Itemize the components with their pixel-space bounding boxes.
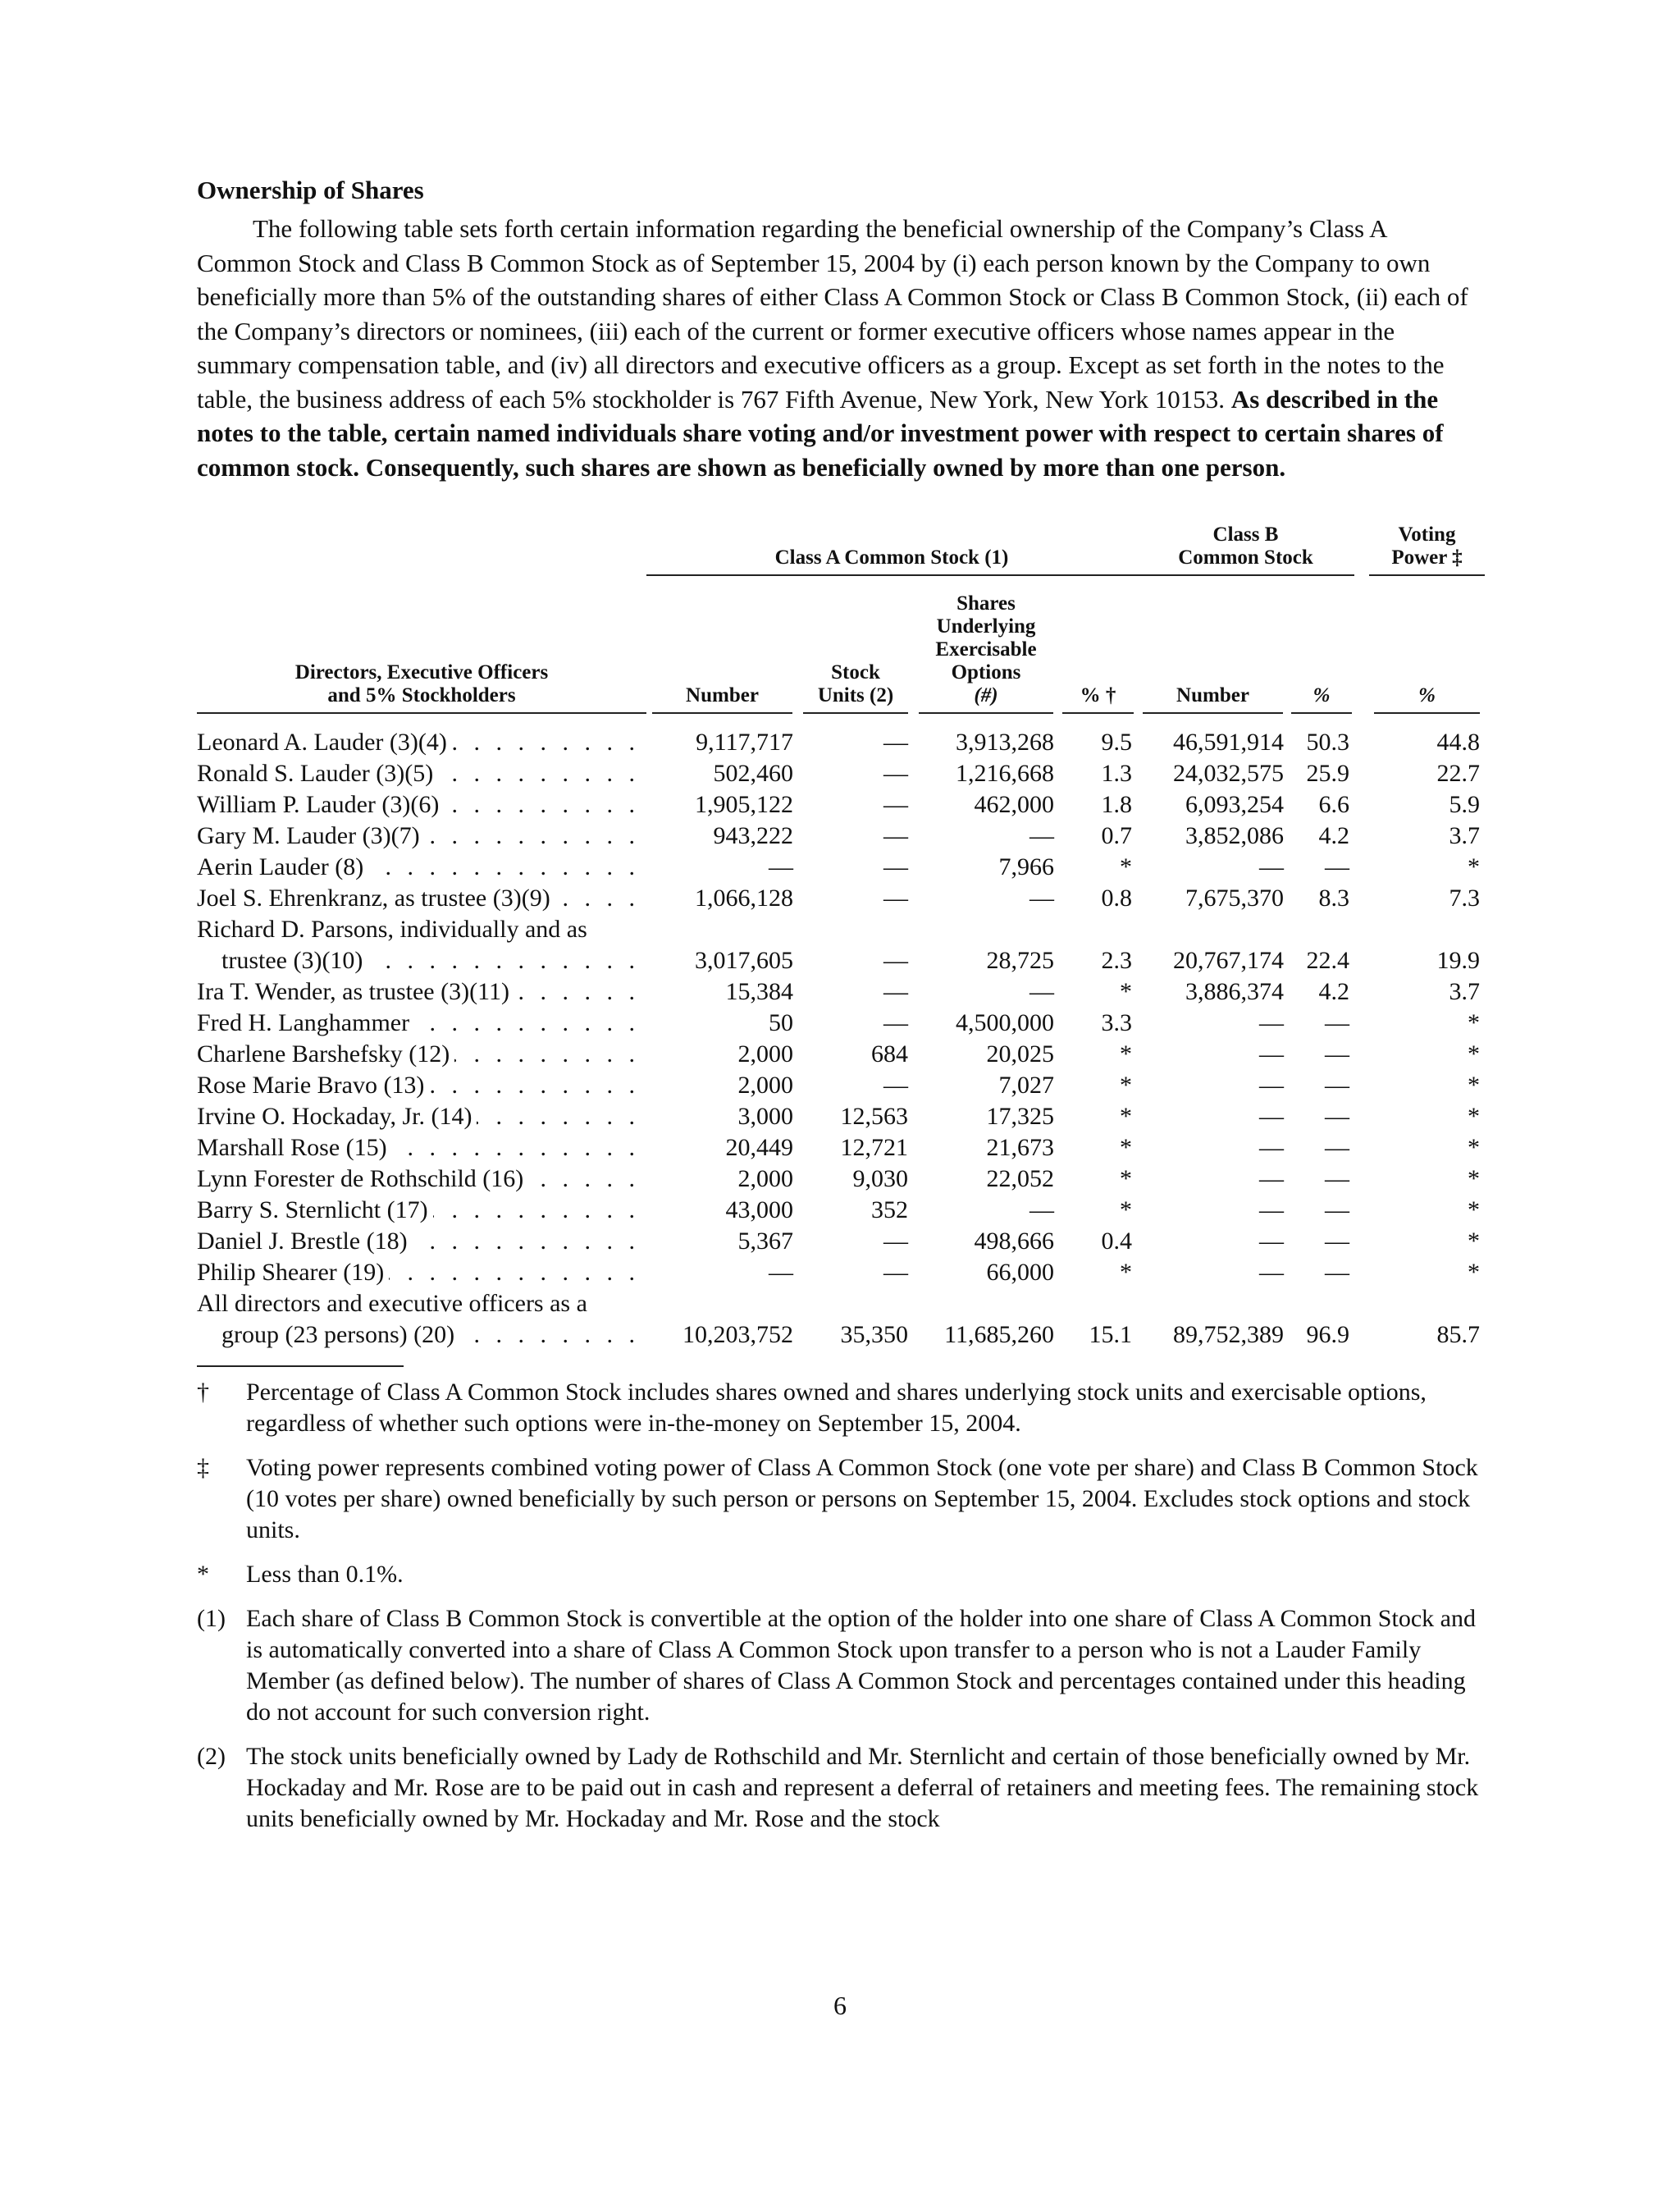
- footnote-divider: [197, 1365, 404, 1367]
- section-heading: Ownership of Shares: [197, 176, 424, 204]
- table-row: William P. Lauder (3)(6) . . . 1,905,122 — 462,000 1.8 6,093,254 6.6 5.9: [197, 789, 1485, 821]
- class-b-percent-header: %: [1289, 581, 1354, 717]
- stock-units-header: Stock Units (2): [798, 581, 913, 717]
- table-row: Philip Shearer (19) . . . — — 66,000 * — — *: [197, 1257, 1485, 1288]
- footnote: ‡ Voting power represents combined voting power of Class A Common Stock (one vote per share) and Class B Common Stock (10 votes per share) owned beneficially by such person or persons on September 15, 2004. Excludes stock options and stock units.: [197, 1454, 1478, 1543]
- class-b-number-header: Number: [1137, 581, 1289, 717]
- table-row: Joel S. Ehrenkranz, as trustee (3)(9) . . . 1,066,128 — — 0.8 7,675,370 8.3 7.3: [197, 883, 1485, 914]
- page-number: 6: [833, 1991, 847, 2020]
- table-row-continued: All directors and executive officers as a: [197, 1288, 1485, 1319]
- voting-percent-header: %: [1354, 581, 1485, 717]
- intro-bold-text: As described in the notes to the table, certain named individuals share voting and/or investment power with respect to certain shares of common stock. Consequently, such shares are shown as beneficially owned by more than one person.: [197, 384, 1444, 482]
- footnote: (2) The stock units beneficially owned by Lady de Rothschild and Mr. Sternlicht and certain of those beneficially owned by Mr. Hockaday and Mr. Rose are to be paid out in cash and represent a deferral of retainers and meeting fees. The remaining stock units beneficially owned by Mr. Hockaday and Mr. Rose and the stock: [197, 1743, 1479, 1832]
- name-column-header: Directors, Executive Officers and 5% Stockholders: [197, 581, 646, 717]
- group-header-row: [197, 523, 1485, 581]
- table-row: Fred H. Langhammer . . . 50 — 4,500,000 3.3 — — *: [197, 1008, 1485, 1039]
- class-a-number-header: Number: [646, 581, 798, 717]
- footnote: (1) Each share of Class B Common Stock is convertible at the option of the holder into one share of Class A Common Stock and is automatically converted into a share of Class A Common Stock upon transfer to a person who is not a Lauder Family Member (as defined below). The number of shares of Class A Common Stock and percentages contained under this heading do not account for such conversion right.: [197, 1605, 1476, 1726]
- table-row: Ronald S. Lauder (3)(5) . . . 502,460 — 1,216,668 1.3 24,032,575 25.9 22.7: [197, 758, 1485, 789]
- options-header: Shares Underlying Exercisable Options (#): [913, 581, 1059, 717]
- table-row: Ira T. Wender, as trustee (3)(11) . . . 15,384 — — * 3,886,374 4.2 3.7: [197, 976, 1485, 1008]
- footnote: * Less than 0.1%.: [197, 1561, 404, 1588]
- table-row: Daniel J. Brestle (18) . . . 5,367 — 498,666 0.4 — — *: [197, 1226, 1485, 1257]
- intro-text: The following table sets forth certain information regarding the beneficial ownership of the Company’s Class A Common Stock and Class B Common Stock as of September 15, 2004 by (i) each person known by the Company to own beneficially more than 5% of the outstanding shares of either Class A Common Stock or Class B Common Stock, (ii) each of the Company’s directors or nominees, (iii) each of the current or former executive officers whose names appear in the summary compensation table, and (iv) all directors and executive officers as a group. Except as set forth in the notes to the table, the business address of each 5% stockholder is 767 Fifth Avenue, New York, New York 10153.: [197, 214, 1468, 414]
- ownership-table: [197, 523, 1485, 1351]
- table-row-continued: Richard D. Parsons, individually and as: [197, 914, 1485, 945]
- table-row: Gary M. Lauder (3)(7) . . . 943,222 — — 0.7 3,852,086 4.2 3.7: [197, 821, 1485, 852]
- intro-paragraph: [197, 212, 1485, 484]
- ownership-table-body: [197, 717, 1485, 1351]
- column-header-row: [197, 581, 1485, 717]
- class-a-percent-header: % †: [1059, 581, 1137, 717]
- table-row: Barry S. Sternlicht (17) . . . 43,000 352 — * — — *: [197, 1195, 1485, 1226]
- class-a-group-header: Class A Common Stock (1): [646, 523, 1137, 581]
- document-page: [197, 174, 1485, 1848]
- table-row: trustee (3)(10) . . . 3,017,605 — 28,725 2.3 20,767,174 22.4 19.9: [197, 945, 1485, 976]
- table-row-total: group (23 persons) (20) . . . 10,203,752 35,350 11,685,260 15.1 89,752,389 96.9 85.7: [197, 1319, 1485, 1351]
- ownership-table-wrap: [197, 523, 1485, 1351]
- table-row: Irvine O. Hockaday, Jr. (14) . . . 3,000 12,563 17,325 * — — *: [197, 1101, 1485, 1132]
- table-row: Lynn Forester de Rothschild (16) . . . 2,000 9,030 22,052 * — — *: [197, 1164, 1485, 1195]
- footnotes: [197, 1377, 1485, 1835]
- table-row: Marshall Rose (15) . . . 20,449 12,721 21,673 * — — *: [197, 1132, 1485, 1164]
- class-b-group-header: Class B Common Stock: [1137, 523, 1354, 581]
- table-row: Charlene Barshefsky (12) . . . 2,000 684 20,025 * — — *: [197, 1039, 1485, 1070]
- table-row: Aerin Lauder (8) . . . — — 7,966 * — — *: [197, 852, 1485, 883]
- table-row: Leonard A. Lauder (3)(4) . . . 9,117,717 — 3,913,268 9.5 46,591,914 50.3 44.8: [197, 717, 1485, 758]
- voting-group-header: Voting Power ‡: [1354, 523, 1485, 581]
- table-row: Rose Marie Bravo (13) . . . 2,000 — 7,027 * — — *: [197, 1070, 1485, 1101]
- footnote: † Percentage of Class A Common Stock includes shares owned and shares underlying stock units and exercisable options, regardless of whether such options were in-the-money on September 15, 2004.: [197, 1378, 1427, 1437]
